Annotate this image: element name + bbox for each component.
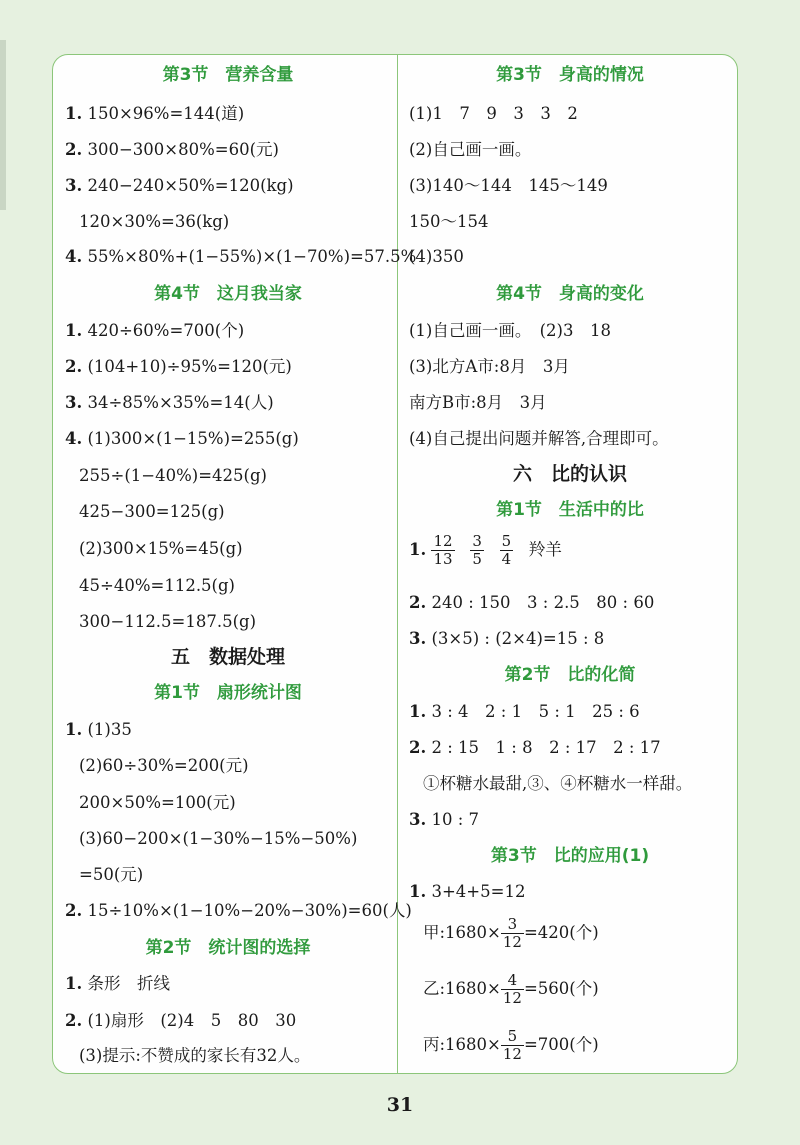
- answer-line: (1)1 7 9 3 3 2: [409, 104, 578, 123]
- answer-text: 乙:1680×: [423, 979, 501, 998]
- question-number: 3.: [409, 629, 427, 648]
- answer-line: [65, 175, 294, 197]
- answer-text: (1)35: [87, 720, 132, 739]
- numerator: 5: [501, 532, 512, 550]
- denominator: 5: [472, 550, 482, 568]
- question-number: 2.: [65, 1011, 83, 1030]
- answer-line: [409, 881, 525, 903]
- answer-line: (4)自己提出问题并解答,合理即可。: [409, 429, 669, 448]
- fraction: [501, 1028, 524, 1063]
- denominator: 12: [502, 1045, 522, 1063]
- answer-line: [423, 971, 599, 1007]
- question-number: 2.: [409, 593, 427, 612]
- question-number: 2.: [65, 357, 83, 376]
- question-number: 4.: [65, 247, 83, 266]
- answer-line: [65, 973, 170, 995]
- denominator: 13: [433, 550, 453, 568]
- question-number: 2.: [65, 901, 83, 920]
- answer-text: 3 : 4 2 : 1 5 : 1 25 : 6: [431, 702, 640, 721]
- answer-line: (2)300×15%=45(g): [79, 539, 243, 558]
- answer-text: 240−240×50%=120(kg): [87, 176, 294, 195]
- numerator: 3: [472, 532, 482, 550]
- answer-line: 150〜154: [409, 212, 489, 231]
- answer-line: [65, 103, 244, 125]
- numerator: 5: [501, 1028, 524, 1046]
- section-title: 第3节 营养含量: [162, 65, 294, 85]
- answer-line: =50(元): [79, 865, 144, 884]
- answer-line: (3)北方A市:8月 3月: [409, 357, 570, 376]
- answer-line: (1)自己画一画。 (2)3 18: [409, 321, 611, 340]
- section-title: 第4节 这月我当家: [154, 284, 302, 304]
- question-number: 1.: [65, 720, 83, 739]
- answer-line: [65, 900, 412, 922]
- question-number: 3.: [65, 176, 83, 195]
- question-number: 1.: [409, 702, 427, 721]
- question-number: 4.: [65, 429, 83, 448]
- answer-text: 55%×80%+(1−55%)×(1−70%)=57.5%: [87, 247, 417, 266]
- page-number: 31: [386, 1094, 414, 1116]
- answer-line: [65, 246, 416, 268]
- fraction: [501, 972, 524, 1007]
- section-title: 第3节 身高的情况: [496, 65, 644, 85]
- answer-line: 425−300=125(g): [79, 502, 225, 521]
- answer-line: [65, 719, 132, 741]
- answer-text: 10 : 7: [431, 810, 480, 829]
- question-number: 1.: [409, 882, 427, 901]
- answer-text: 条形 折线: [87, 974, 170, 993]
- answer-line: 120×30%=36(kg): [79, 212, 230, 231]
- answer-line: [409, 628, 604, 650]
- numerator: 12: [433, 532, 453, 550]
- page-edge-mark: [0, 40, 6, 210]
- answer-text: 300−300×80%=60(元): [87, 140, 279, 159]
- answer-text: 34÷85%×35%=14(人): [87, 393, 274, 412]
- answer-text: =560(个): [523, 979, 599, 998]
- answer-line: [65, 392, 274, 414]
- fraction: [501, 916, 524, 951]
- answer-line: 南方B市:8月 3月: [409, 393, 547, 412]
- answer-text: 甲:1680×: [423, 923, 501, 942]
- answer-line: [409, 809, 479, 831]
- answer-line: [409, 701, 640, 723]
- answer-line: [423, 1027, 599, 1063]
- question-number: 3.: [65, 393, 83, 412]
- answer-line: [65, 428, 299, 450]
- question-number: 2.: [409, 738, 427, 757]
- question-number: 1.: [409, 540, 427, 559]
- answer-line: 45÷40%=112.5(g): [79, 576, 235, 595]
- fraction: [431, 533, 454, 568]
- section-title: 第2节 比的化简: [504, 665, 636, 685]
- answer-text: 420÷60%=700(个): [87, 321, 245, 340]
- answer-text: 3+4+5=12: [431, 882, 526, 901]
- answer-line: (3)60−200×(1−30%−15%−50%): [79, 829, 358, 848]
- answer-text: 15÷10%×(1−10%−20%−30%)=60(人): [87, 901, 412, 920]
- answer-text: (1)300×(1−15%)=255(g): [87, 429, 299, 448]
- denominator: 4: [501, 550, 512, 568]
- answer-text: =700(个): [523, 1035, 599, 1054]
- answer-line: (4)350: [409, 247, 464, 266]
- section-title: 第1节 扇形统计图: [154, 683, 302, 703]
- answer-line: 300−112.5=187.5(g): [79, 612, 257, 631]
- answer-line: [409, 737, 661, 759]
- question-number: 1.: [65, 974, 83, 993]
- answer-text: (1)扇形 (2)4 5 80 30: [87, 1011, 297, 1030]
- answer-line: 200×50%=100(元): [79, 793, 236, 812]
- question-number: 1.: [65, 321, 83, 340]
- numerator: 4: [501, 972, 524, 990]
- unit-title: 五 数据处理: [170, 646, 285, 668]
- answer-text: 丙:1680×: [423, 1035, 501, 1054]
- answer-text: 2 : 15 1 : 8 2 : 17 2 : 17: [431, 738, 661, 757]
- answer-line: [409, 592, 654, 614]
- denominator: 12: [502, 933, 522, 951]
- fraction: [470, 533, 484, 568]
- answer-line: [65, 139, 279, 161]
- answer-line: [65, 1010, 296, 1032]
- section-title: 第4节 身高的变化: [496, 284, 644, 304]
- section-title: 第2节 统计图的选择: [145, 938, 311, 958]
- answer-text: 240 : 150 3 : 2.5 80 : 60: [431, 593, 655, 612]
- answer-line: (3)140〜144 145〜149: [409, 176, 608, 195]
- answer-line: ①杯糖水最甜,③、④杯糖水一样甜。: [423, 774, 693, 793]
- answer-line: (2)60÷30%=200(元): [79, 756, 249, 775]
- unit-title: 六 比的认识: [512, 463, 627, 485]
- answer-line: [65, 356, 292, 378]
- answer-line: 255÷(1−40%)=425(g): [79, 466, 267, 485]
- answer-panel: [52, 54, 738, 1074]
- answer-text: (104+10)÷95%=120(元): [87, 357, 292, 376]
- section-title: 第1节 生活中的比: [496, 500, 644, 520]
- answer-line: (2)自己画一画。: [409, 140, 532, 159]
- numerator: 3: [501, 916, 524, 934]
- answer-text: 羚羊: [528, 540, 562, 559]
- answer-text: 150×96%=144(道): [87, 104, 245, 123]
- question-number: 2.: [65, 140, 83, 159]
- denominator: 12: [502, 989, 522, 1007]
- question-number: 3.: [409, 810, 427, 829]
- section-title: 第3节 比的应用(1): [490, 846, 650, 866]
- question-number: 1.: [65, 104, 83, 123]
- answer-line: [423, 915, 599, 951]
- answer-line: (3)提示:不赞成的家长有32人。: [79, 1046, 311, 1065]
- fraction: [500, 533, 514, 568]
- answer-text: (3×5) : (2×4)=15 : 8: [431, 629, 605, 648]
- answer-line: [409, 533, 562, 568]
- answer-text: =420(个): [523, 923, 599, 942]
- answer-line: [65, 320, 244, 342]
